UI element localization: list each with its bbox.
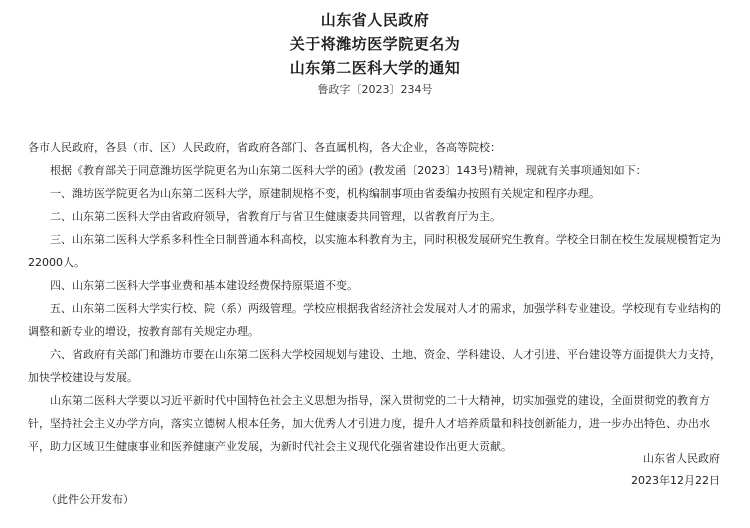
issuer-signature: 山东省人民政府 bbox=[643, 452, 720, 465]
signature-block bbox=[631, 448, 720, 492]
document-header bbox=[0, 8, 750, 100]
paragraph-closing: 山东第二医科大学要以习近平新时代中国特色社会主义思想为指导，深入贯彻党的二十大精神，切实加强党的建设，全面贯彻党的教育方针，坚持社会主义办学方向，落实立德树人根本任务，加大优秀人才引进力度，提升人才培养质量和科技创新能力，进一步办出特色、办出水平，助力区域卫生健康事业和医养健康产业发展，为新时代社会主义现代化强省建设作出更大贡献。 bbox=[28, 394, 710, 453]
document-body bbox=[28, 136, 728, 458]
paragraph-item-2: 二、山东第二医科大学由省政府领导，省教育厅与省卫生健康委共同管理，以省教育厅为主。 bbox=[50, 210, 501, 223]
document-number: 鲁政字〔2023〕234号 bbox=[317, 83, 433, 96]
issue-date: 2023年12月22日 bbox=[631, 474, 720, 487]
title-line-subject-2: 山东第二医科大学的通知 bbox=[289, 59, 461, 77]
paragraph-item-4: 四、山东第二医科大学事业费和基本建设经费保持原渠道不变。 bbox=[50, 279, 358, 292]
salutation: 各市人民政府，各县（市、区）人民政府，省政府各部门、各直属机构，各大企业，各高等院校： bbox=[28, 141, 501, 154]
paragraph-item-3: 三、山东第二医科大学系多科性全日制普通本科高校，以实施本科教育为主，同时积极发展研究生教育。学校全日制在校生发展规模暂定为22000人。 bbox=[28, 233, 721, 269]
paragraph-item-5: 五、山东第二医科大学实行校、院（系）两级管理。学校应根据我省经济社会发展对人才的需求，加强学科专业建设。学校现有专业结构的调整和新专业的增设，按教育部有关规定办理。 bbox=[28, 302, 721, 338]
paragraph-item-6: 六、省政府有关部门和潍坊市要在山东第二医科大学校园规划与建设、土地、资金、学科建设、人才引进、平台建设等方面提供大力支持，加快学校建设与发展。 bbox=[28, 348, 721, 384]
paragraph-item-1: 一、潍坊医学院更名为山东第二医科大学，原建制规格不变，机构编制事项由省委编办按照有关规定和程序办理。 bbox=[50, 187, 600, 200]
paragraph-basis: 根据《教育部关于同意潍坊医学院更名为山东第二医科大学的函》(教发函〔2023〕143号)精神，现就有关事项通知如下： bbox=[50, 164, 647, 177]
publication-note: （此件公开发布） bbox=[46, 493, 134, 506]
title-line-issuer: 山东省人民政府 bbox=[320, 11, 430, 29]
title-line-subject-1: 关于将潍坊医学院更名为 bbox=[289, 35, 461, 53]
